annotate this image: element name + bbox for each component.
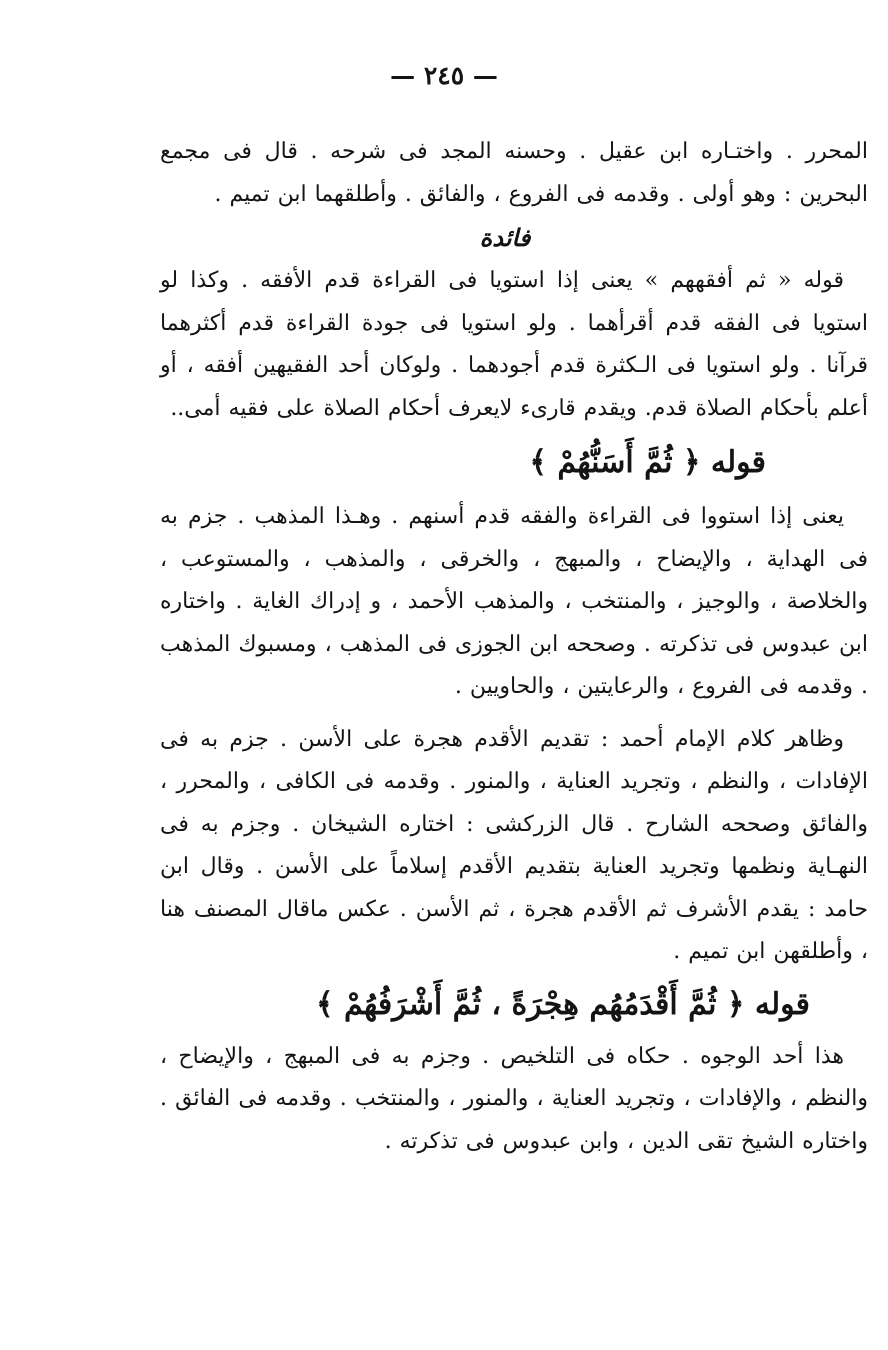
page-body [160,131,868,1163]
text-line: يعنى إذا استووا فى القراءة والفقه قدم أسنهم . وهـذا المذهب . جزم به فى [160,504,868,572]
paragraph-continuation [160,131,868,216]
paragraph-asannuhum [160,496,868,709]
text-line: وهو أولى . وقدمه فى الفروع ، والفائق . وأطلقهما ابن تميم . [214,181,776,207]
text-line: وظاهر كلام الإمام أحمد : تقديم الأقدم هجرة على الأسن . جزم به فى [160,726,844,752]
text-line: والوجيز ، والمنتخب ، والمذهب الأحمد ، و إدراك الغاية . واختاره ابن عبدوس فى [160,589,868,657]
quote-heading-aqdamuhum: قوله ﴿ ثُمَّ أَقْدَمُهُم هِجْرَةً ، ثُمَّ أَشْرَفُهُمْ ﴾ [316,986,810,1022]
text-line: واختاره الشيخ تقى الدين ، وابن عبدوس فى تذكرته . [384,1128,868,1154]
text-line: قوله « ثم أفقههم » يعنى إذا استويا فى القراءة قدم الأفقه . وكذا [190,268,844,293]
text-line: ثم الأقدم هجرة ، ثم الأسن . عكس ماقال المصنف هنا ، وأطلقهن ابن تميم . [160,896,868,964]
text-line: والرعايتين ، والحاويين . [454,674,669,699]
text-line: المحرر . واختـاره ابن عقيل . وحسنه المجد فى شرحه . قال فى مجمع البحرين : [160,139,868,207]
text-line: الهداية ، والإيضاح ، والمبهج ، والخرقى ، والمذهب ، والمستوعب ، والخلاصة ، [160,546,869,614]
text-line: وتجريد العناية بتقديم الأقدم إسلاماً على الأسن . وقال ابن حامد : يقدم الأشرف [160,854,868,922]
text-line: وصححه الشارح . قال الزركشى : اختاره الشيخان . وجزم به فى النهـاية ونظمها [160,811,869,879]
text-line: الإفادات ، والنظم ، وتجريد العناية ، والمنور . وقدمه فى الكافى ، والمحرر ، والفائق [160,769,868,837]
text-line: هذا أحد الوجوه . حكاه فى التلخيص . وجزم به فى المبهج ، والإيضاح ، [160,1043,844,1069]
text-line: تذكرته . وصححه ابن الجوزى فى المذهب ، ومسبوك المذهب . وقدمه فى الفروع ، [160,631,868,699]
paragraph-aqdamuhum [160,1036,868,1164]
section-heading-faida: فائدة [479,223,531,252]
text-line: لو استويا فى الفقه قدم أقرأهما . ولو استويا فى جودة القراءة قدم أكثرهما قرآنا . [160,268,868,378]
page-number: — ٢٤٥ — [390,61,498,90]
text-line: ولو استويا فى الـكثرة قدم أجودهما . ولوكان أحد الفقيهين أفقه ، أو أعلم بأحكام [160,353,868,421]
quote-heading-asannuhum: قوله ﴿ ثُمَّ أَسَنُّهُمْ ﴾ [529,445,766,480]
text-line: والنظم ، والإفادات ، وتجريد العناية ، والمنور ، والمنتخب . وقدمه فى الفائق . [160,1086,868,1111]
paragraph-imam-ahmad [160,719,868,974]
text-line: الصلاة قدم. ويقدم قارىء لايعرف أحكام الصلاة على فقيه أمى.. [170,395,752,421]
paragraph-faida [160,260,868,430]
